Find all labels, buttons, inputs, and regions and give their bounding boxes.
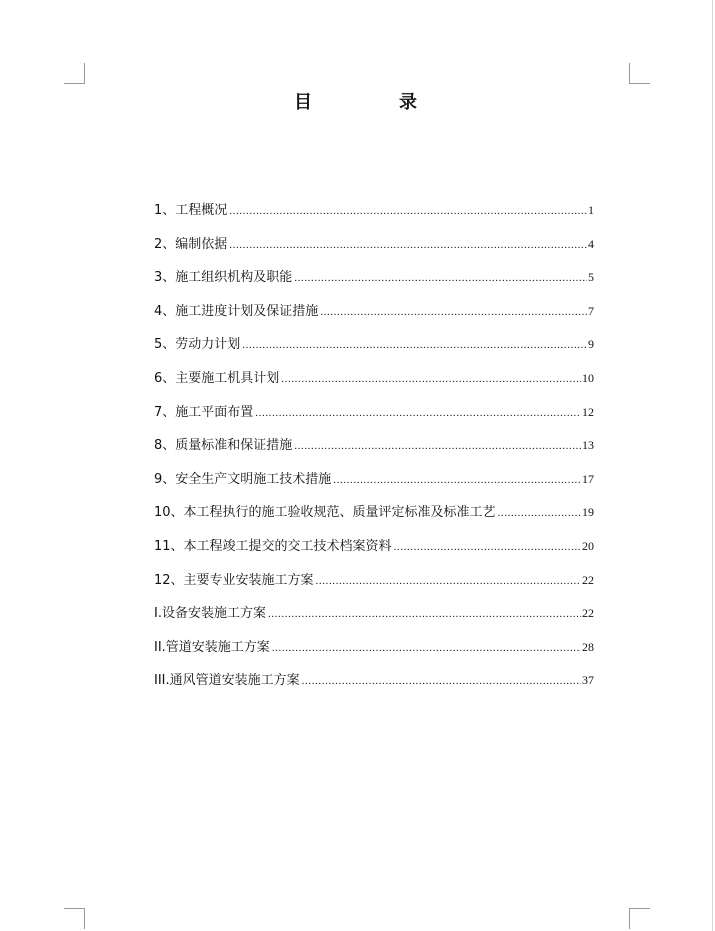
title-char-1: 目 — [294, 92, 312, 113]
toc-page-number: 17 — [582, 471, 594, 486]
title-char-2: 录 — [399, 92, 417, 113]
toc-entry-14[interactable] — [154, 636, 594, 670]
toc-dot-leader — [316, 570, 581, 592]
toc-entry-label: 10、本工程执行的施工验收规范、质量评定标准及标准工艺 — [154, 505, 496, 521]
toc-page-number: 7 — [588, 303, 594, 318]
margin-corner-mark-top-right — [629, 63, 650, 84]
margin-corner-mark-bottom-left — [64, 908, 85, 929]
toc-entry-label: 9、安全生产文明施工技术措施 — [154, 471, 332, 487]
margin-corner-mark-bottom-right — [629, 908, 650, 929]
toc-page-number: 28 — [582, 639, 594, 654]
toc-page-number: 5 — [588, 270, 594, 285]
toc-entry-label: 2、编制依据 — [154, 236, 228, 252]
toc-entry-1[interactable] — [154, 199, 594, 233]
toc-dot-leader — [255, 402, 581, 424]
margin-corner-mark-top-left — [64, 63, 85, 84]
toc-page-number: 22 — [582, 606, 594, 621]
table-of-contents — [154, 199, 594, 703]
toc-entry-label: I.设备安装施工方案 — [154, 606, 266, 622]
toc-entry-label: 1、工程概况 — [154, 203, 228, 218]
toc-entry-label: 11、本工程竣工提交的交工技术档案资料 — [154, 538, 392, 554]
toc-page-number: 13 — [582, 438, 594, 453]
toc-dot-leader — [229, 200, 587, 222]
toc-dot-leader — [294, 267, 587, 289]
toc-entry-label: 3、施工组织机构及职能 — [154, 270, 293, 286]
toc-page-number: 22 — [582, 572, 594, 587]
toc-entry-13[interactable] — [154, 602, 594, 636]
toc-entry-15[interactable] — [154, 669, 594, 703]
toc-page-number: 12 — [582, 404, 594, 419]
page-title — [0, 92, 715, 116]
toc-entry-label: 12、主要专业安装施工方案 — [154, 572, 314, 588]
toc-entry-label: 7、施工平面布置 — [154, 404, 254, 420]
toc-dot-leader — [229, 234, 587, 256]
toc-dot-leader — [320, 301, 587, 323]
toc-entry-label: III.通风管道安装施工方案 — [154, 673, 300, 689]
toc-entry-6[interactable] — [154, 367, 594, 401]
toc-dot-leader — [394, 536, 581, 558]
toc-dot-leader — [302, 670, 581, 692]
toc-entry-10[interactable] — [154, 501, 594, 535]
toc-entry-label: 8、质量标准和保证措施 — [154, 438, 293, 454]
toc-page-number: 20 — [582, 538, 594, 553]
toc-entry-7[interactable] — [154, 401, 594, 435]
toc-dot-leader — [268, 603, 581, 625]
toc-dot-leader — [294, 435, 581, 457]
toc-entry-4[interactable] — [154, 300, 594, 334]
toc-dot-leader — [498, 502, 581, 524]
toc-entry-12[interactable] — [154, 569, 594, 603]
toc-dot-leader — [272, 637, 581, 659]
toc-dot-leader — [281, 368, 581, 390]
toc-page-number: 9 — [588, 337, 594, 352]
toc-entry-3[interactable] — [154, 266, 594, 300]
toc-entry-label: II.管道安装施工方案 — [154, 639, 270, 655]
toc-entry-11[interactable] — [154, 535, 594, 569]
toc-entry-label: 5、劳动力计划 — [154, 337, 241, 353]
toc-entry-label: 4、施工进度计划及保证措施 — [154, 303, 319, 319]
toc-entry-label: 6、主要施工机具计划 — [154, 370, 280, 386]
toc-page-number: 4 — [588, 236, 594, 251]
toc-page-number: 19 — [582, 505, 594, 520]
toc-dot-leader — [242, 334, 587, 356]
page-edge-line — [712, 0, 713, 931]
toc-entry-9[interactable] — [154, 468, 594, 502]
toc-page-number: 37 — [582, 673, 594, 688]
toc-page-number: 1 — [588, 203, 594, 217]
toc-entry-8[interactable] — [154, 434, 594, 468]
toc-entry-2[interactable] — [154, 233, 594, 267]
toc-entry-5[interactable] — [154, 333, 594, 367]
toc-dot-leader — [333, 469, 581, 491]
toc-page-number: 10 — [582, 370, 594, 385]
